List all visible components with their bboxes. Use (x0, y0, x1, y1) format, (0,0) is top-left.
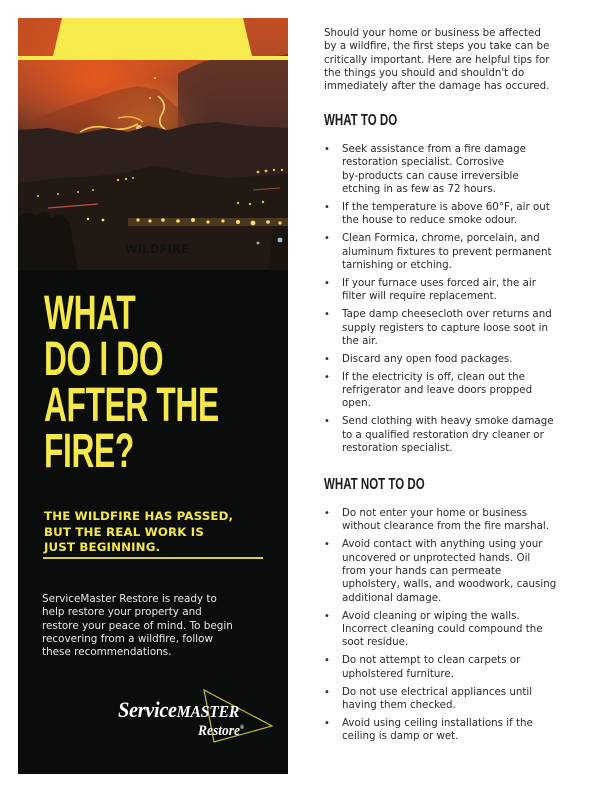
bullet-icon: • (324, 277, 330, 289)
list-item-line: upholstery, walls, and woodwork, causing (342, 578, 557, 591)
list-item-line: refrigerator and leave doors propped (342, 384, 533, 397)
logo-wordmark (118, 697, 239, 723)
list-item (324, 610, 596, 650)
intro-line: these recommendations. (42, 646, 172, 659)
list-item-line: open. (342, 397, 371, 410)
logo-caps: MASTER (176, 702, 240, 721)
bullet-icon: • (324, 539, 330, 551)
intro-line: recovering from a wildfire, follow (42, 632, 213, 645)
list-item (324, 686, 596, 713)
bullet-icon: • (324, 610, 330, 622)
hero-image-wildfire (18, 18, 288, 270)
list-item-line: Do not enter your home or business (342, 507, 528, 519)
headline-line: DO I DO (44, 333, 164, 386)
list-item-line: to a qualified restoration dry cleaner or (342, 428, 544, 441)
wildfire-tab-shape (18, 18, 288, 60)
list-item-line: supply registers to capture loose soot in (342, 321, 548, 334)
list-item-line: the air. (342, 334, 378, 347)
list-item-line: Avoid using ceiling installations if the (342, 716, 533, 729)
list-item (324, 277, 596, 304)
list-item (324, 415, 596, 455)
list-item-line: If the electricity is off, clean out the (342, 370, 525, 383)
subheadline-line: BUT THE REAL WORK IS (44, 524, 204, 539)
list-item-line: Tape damp cheesecloth over returns and (342, 308, 552, 321)
bullet-icon: • (324, 233, 330, 245)
list-item-line: having them checked. (342, 698, 456, 711)
bullet-icon: • (324, 508, 330, 519)
list-item (324, 201, 596, 228)
logo-script: Service (118, 697, 177, 722)
bullet-icon: • (324, 309, 330, 321)
list-item-line: Avoid cleaning or wiping the walls. (342, 609, 520, 622)
list-item-line: etching in as few as 72 hours. (342, 183, 496, 196)
intro-line: restore your peace of mind. To begin (42, 619, 233, 632)
bullet-icon: • (324, 201, 330, 213)
list-item-line: Avoid contact with anything using your (342, 538, 543, 551)
list-item (324, 353, 596, 366)
right-column (324, 27, 596, 743)
bullet-icon: • (324, 686, 330, 698)
list-item-line: uncovered or unprotected hands. Oil (342, 551, 531, 564)
list-item (324, 717, 596, 744)
intro-line: by a wildfire, the first steps you take can be (324, 40, 550, 53)
logo-restore-word: Restore (198, 723, 241, 739)
bullet-icon: • (324, 144, 330, 155)
headline-line: AFTER THE (44, 379, 219, 432)
list-item-line: Do not use electrical appliances until (342, 685, 533, 698)
section-title-what-to-do: WHAT TO DO (324, 112, 398, 129)
bullet-icon: • (324, 655, 330, 667)
bullet-icon: • (324, 717, 330, 729)
list-item (324, 308, 596, 348)
list-item-line: ceiling is damp or wet. (342, 730, 459, 743)
list-item-line: the house to reduce smoke odour. (342, 214, 518, 227)
list-item (324, 143, 596, 196)
headline-line: WHAT (44, 287, 136, 340)
bullet-icon: • (324, 353, 330, 365)
intro-line: Should your home or business be affected (324, 27, 541, 39)
list-item-line: aluminum fixtures to prevent permanent (342, 245, 552, 258)
list-item-line: by-products can cause irreversible (342, 169, 519, 182)
list-item (324, 232, 596, 272)
subheadline-line: JUST BEGINNING. (44, 540, 161, 555)
list-item-line: filter will require replacement. (342, 290, 497, 303)
bullet-icon: • (324, 371, 330, 383)
intro-line: the things you should and shouldn't do (324, 67, 525, 80)
list-item (324, 507, 596, 534)
list-item-line: Send clothing with heavy smoke damage (342, 415, 554, 428)
list-item-line: without clearance from the fire marshal. (342, 520, 549, 533)
list-item-line: upholstered furniture. (342, 667, 454, 680)
list-item-line: Do not attempt to clean carpets or (342, 654, 521, 667)
list-item-line: If the temperature is above 60°F, air out (342, 200, 550, 213)
subheadline-line: THE WILDFIRE HAS PASSED, (44, 509, 234, 523)
registered-mark: ® (240, 725, 245, 731)
what-to-do-list (324, 143, 596, 460)
list-item (324, 371, 596, 411)
main-headline (44, 287, 219, 478)
intro-line: immediately after the damage has occured. (324, 80, 550, 93)
list-item (324, 654, 596, 681)
intro-line: help restore your property and (42, 606, 202, 619)
list-item-line: tarnishing or etching. (342, 258, 452, 271)
bullet-icon: • (324, 416, 330, 428)
list-item-line: additional damage. (342, 591, 442, 604)
list-item-line: Seek assistance from a fire damage (342, 143, 526, 155)
list-item-line: Discard any open food packages. (342, 352, 513, 365)
list-item-line: from your hands can permeate (342, 564, 502, 577)
list-item-line: If your furnace uses forced air, the air (342, 276, 536, 289)
intro-line: ServiceMaster Restore is ready to (42, 593, 217, 605)
list-item-line: soot residue. (342, 636, 409, 649)
logo-restore-text (198, 723, 244, 740)
list-item-line: restoration specialist. (342, 442, 453, 455)
section-title-what-not-to-do: WHAT NOT TO DO (324, 476, 425, 493)
intro-line: critically important. Here are helpful tips for (324, 53, 550, 66)
left-panel (18, 18, 288, 774)
list-item-line: Clean Formica, chrome, porcelain, and (342, 232, 540, 245)
left-intro-paragraph (42, 593, 278, 659)
what-not-to-do-list (324, 507, 596, 748)
list-item-line: Incorrect cleaning could compound the (342, 622, 543, 635)
yellow-divider (43, 557, 263, 559)
headline-line: FIRE? (44, 425, 134, 478)
servicemaster-restore-logo (116, 687, 276, 747)
subheadline (44, 509, 280, 556)
list-item-line: restoration specialist. Corrosive (342, 156, 505, 169)
right-intro-paragraph (324, 27, 596, 94)
list-item (324, 538, 596, 605)
wildfire-tab-label: WILDFIRE (124, 242, 190, 256)
